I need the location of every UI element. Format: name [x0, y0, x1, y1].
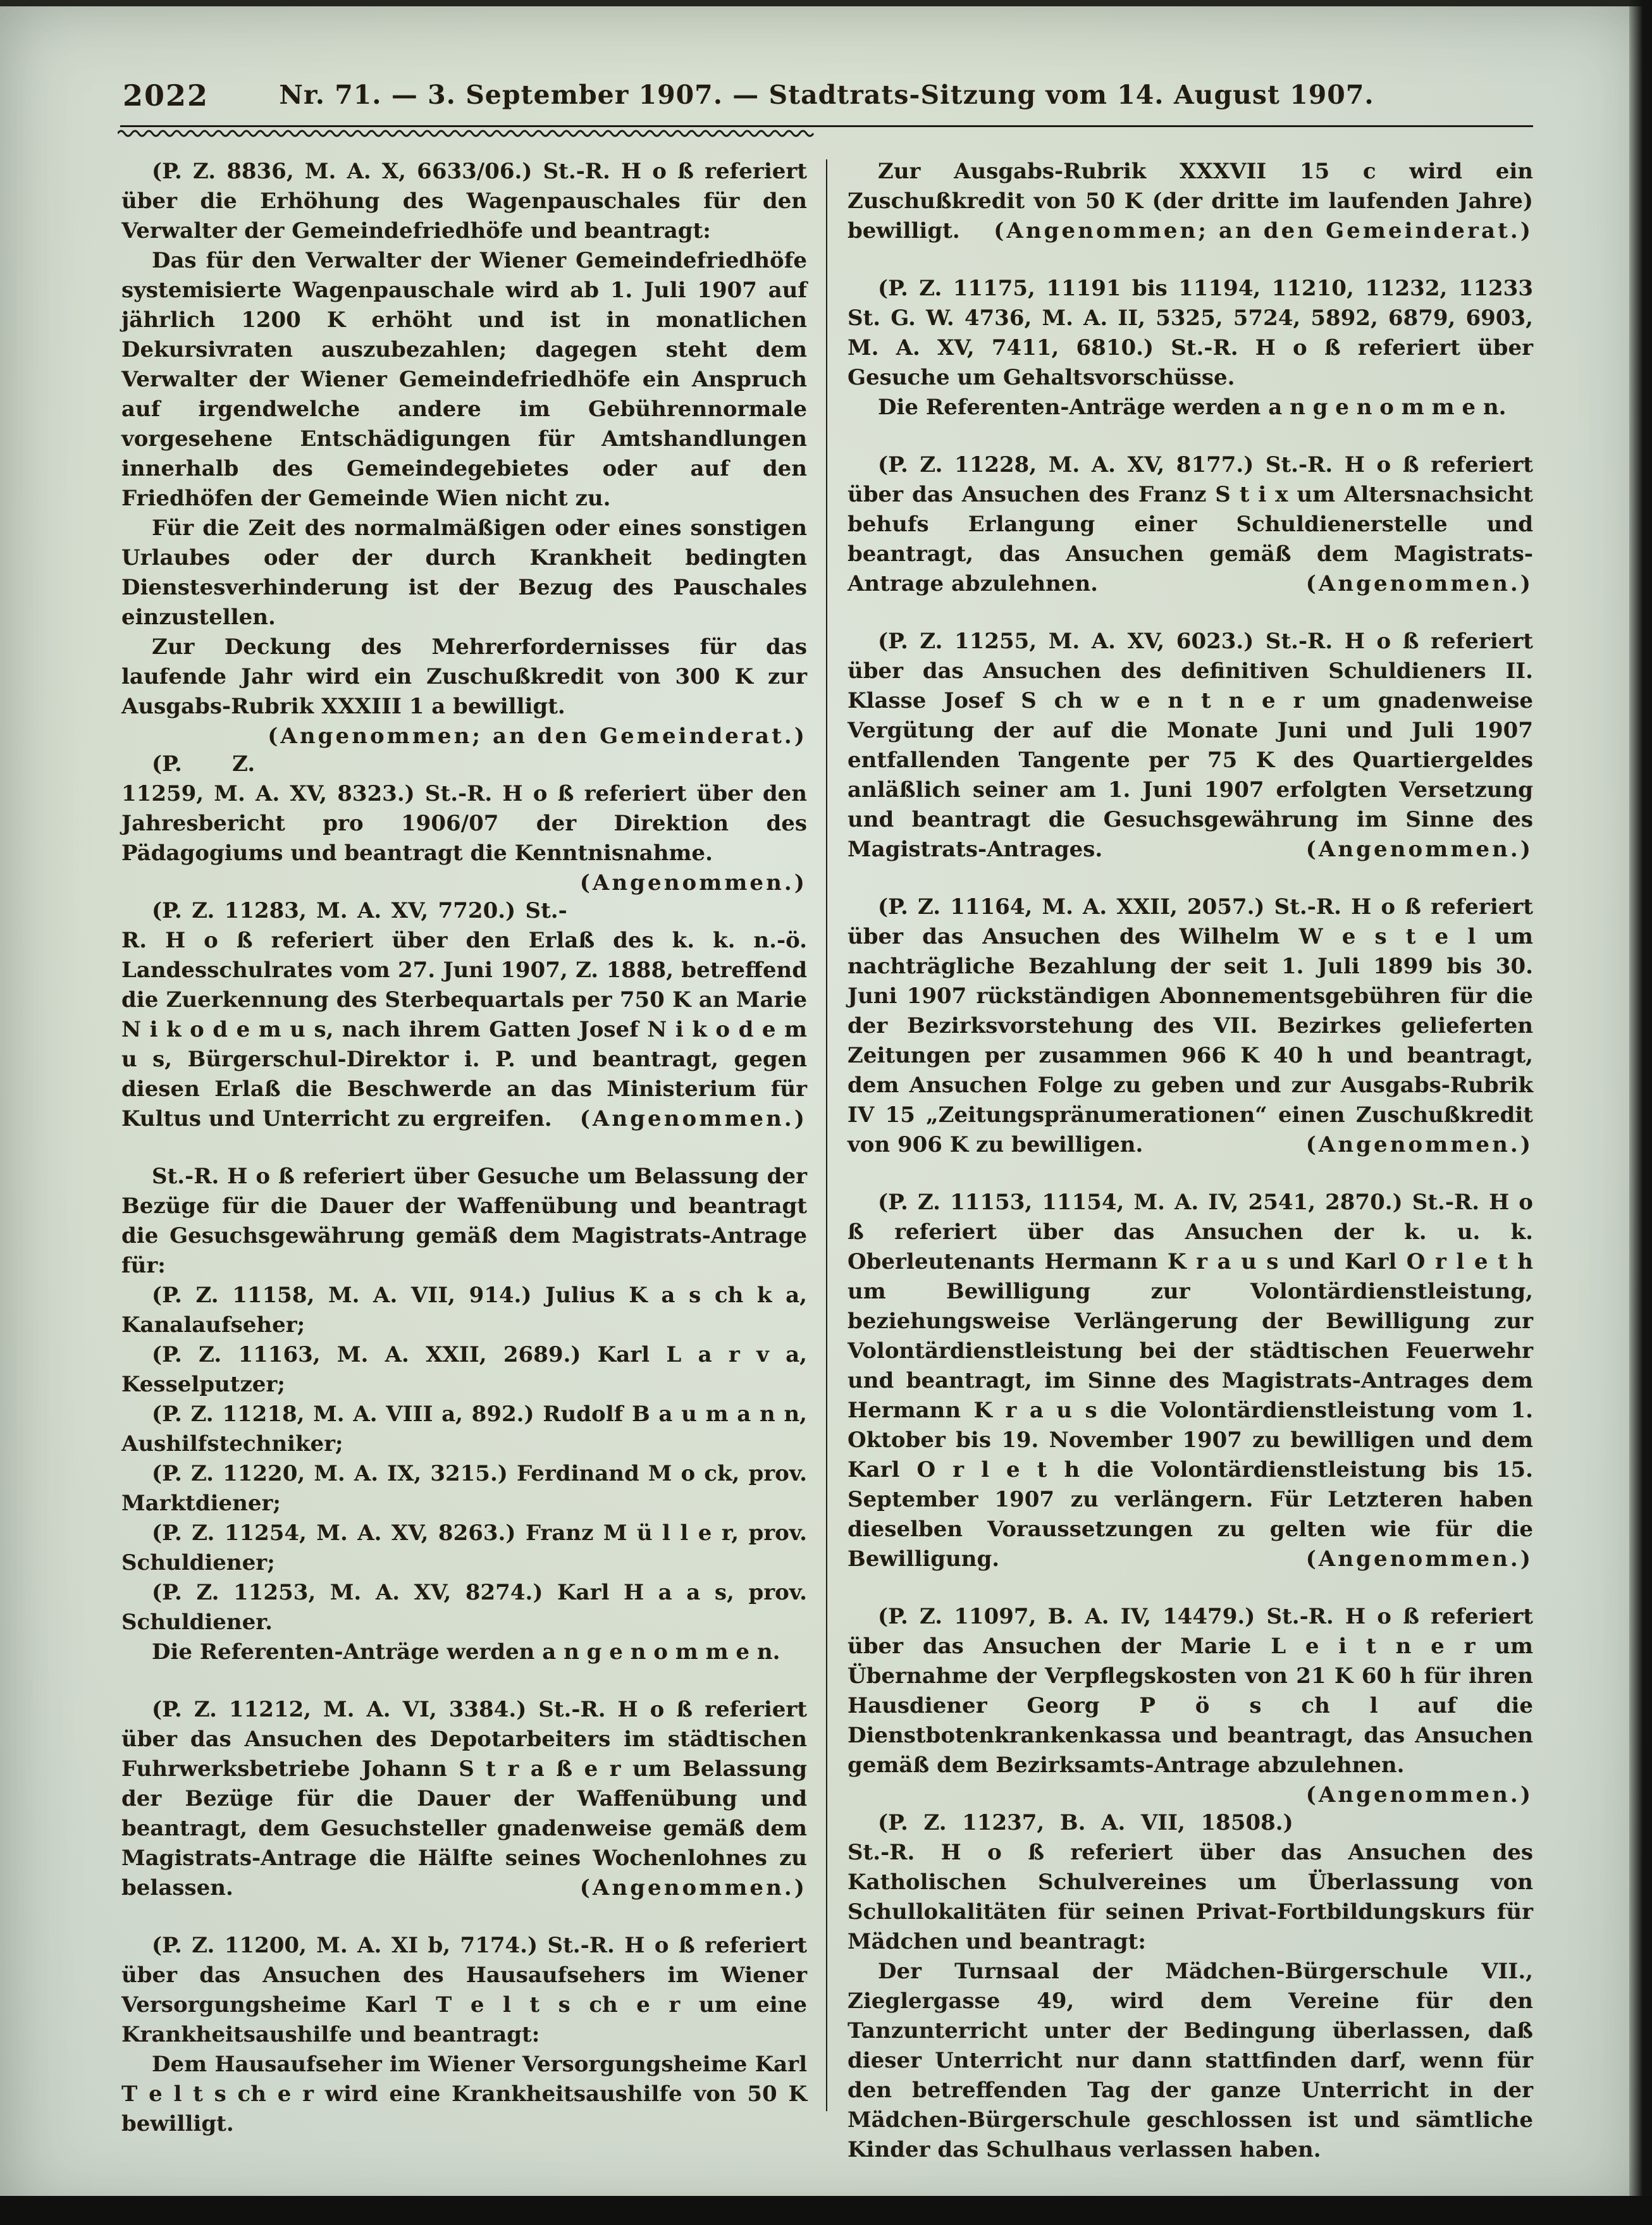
paragraph: (P. Z. 11163, M. A. XXII, 2689.) Karl L a r v a, Kesselputzer; — [121, 1342, 807, 1397]
paragraph: (P. Z. 8836, M. A. X, 6633/06.) St.-R. H o ß referiert über die Erhöhung des Wagenpauschales für den Verwalter der Gemeindefriedhöfe und beantragt: — [121, 159, 807, 243]
paragraph: (P. Z. 11254, M. A. XV, 8263.) Franz M ü l l e r, prov. Schuldiener; — [121, 1520, 807, 1575]
left-column — [121, 157, 807, 2143]
paragraph: (P. Z. 11175, 11191 bis 11194, 11210, 11232, 11233 St. G. W. 4736, M. A. II, 5325, 5724, 5892, 6879, 6903, M. A. XV, 7411, 6810.) St.-R. H o ß referiert über Gesuche um Gehaltsvorschüsse. — [848, 276, 1533, 390]
paragraph: (P. Z. 11200, M. A. XI b, 7174.) St.-R. H o ß referiert über das Ansuchen des Hausaufsehers im Wiener Versorgungsheime Karl T e l t s ch e r um eine Krankheitsaushilfe und beantragt: — [121, 1933, 807, 2047]
header-title: Nr. 71. — 3. September 1907. — Stadtrats-Sitzung vom 14. August 1907. — [279, 80, 1374, 110]
paragraph: Die Referenten-Anträge werden a n g e n o m m e n. — [878, 395, 1507, 420]
paragraph: (P. Z. 11097, B. A. IV, 14479.) St.-R. H o ß referiert über das Ansuchen der Marie L e i t n e r um Übernahme der Verpflegskosten von 21 K 60 h für ihren Hausdiener Georg P ö s ch l auf die Dienstbotenkrankenkassa und beantragt, das Ansuchen gemäß dem Bezirksamts-Antrage abzulehnen. (Angenommen.) — [848, 1602, 1533, 1780]
paragraph: (P. Z. 11218, M. A. VIII a, 892.) Rudolf B a u m a n n, Aushilfstechniker; — [121, 1402, 807, 1457]
page-header — [121, 75, 1532, 115]
paragraph: (P. Z. 11153, 11154, M. A. IV, 2541, 2870.) St.-R. H o ß referiert über das Ansuchen der k. u. k. Oberleutenants Hermann K r a u s und Karl O r l e t h um Bewilligung zur Volontärdienstleistung, beziehungsweise Verlängerung der Bewilligung zur Volontärdienstleistung bei der städtischen Feuerwehr und beantragt, im Sinne des Magistrats-Antrages dem Hermann K r a u s die Volontärdienstleistung vom 1. Oktober bis 19. November 1907 zu bewilligen und dem Karl O r l e t h die Volontärdienstleistung bis 15. September 1907 zu verlängern. Für Letzteren haben dieselben Voraussetzungen zu gelten wie für die Bewilligung. (Angenommen.) — [848, 1188, 1533, 1574]
resolution-tag: (Angenommen; an den Gemeinderat.) — [994, 218, 1533, 243]
paragraph: Für die Zeit des normalmäßigen oder eines sonstigen Urlaubes oder der durch Krankheit bedingten Dienstesverhinderung ist der Bezug des Pauschales einzustellen. — [121, 515, 807, 630]
decorative-squiggle — [118, 127, 817, 140]
resolution-tag: (Angenommen.) — [1305, 837, 1533, 862]
scan-edge-top — [0, 0, 1652, 6]
paragraph: Der Turnsaal der Mädchen-Bürgerschule VII., Zieglergasse 49, wird dem Vereine für den Tanzunterricht unter der Bedingung überlassen, daß dieser Unterricht nur dann stattfinden darf, wenn für den betreffenden Tag der ganze Unterricht in der Mädchen-Bürgerschule geschlossen ist und sämtliche Kinder das Schulhaus verlassen haben. — [848, 1959, 1533, 2162]
squiggle-path — [118, 131, 813, 136]
resolution-tag: (Angenommen.) — [1305, 1132, 1533, 1157]
resolution-tag: (Angenommen.) — [579, 1875, 807, 1901]
paragraph: (P. Z. 11259, M. A. XV, 8323.) St.-R. H o ß referiert über den Jahresbericht pro 1906/07 der Direktion des Pädagogiums und beantragt die Kenntnisnahme. (Angenommen.) — [121, 749, 807, 868]
paragraph: Zur Deckung des Mehrerfordernisses für das laufende Jahr wird ein Zuschußkredit von 300 K zur Ausgabs-Rubrik XXXIII 1 a bewilligt. (Angenommen; an den Gemeinderat.) — [121, 632, 807, 722]
paragraph: (P. Z. 11228, M. A. XV, 8177.) St.-R. H o ß referiert über das Ansuchen des Franz S t i x um Altersnachsicht behufs Erlangung einer Schuldienerstelle und beantragt, das Ansuchen gemäß dem Magistrats-Antrage abzulehnen. (Angenommen.) — [848, 450, 1533, 599]
paragraph: (P. Z. 11164, M. A. XXII, 2057.) St.-R. H o ß referiert über das Ansuchen des Wilhelm W e s t e l um nachträgliche Bezahlung der seit 1. Juli 1899 bis 30. Juni 1907 rückständigen Abonnementsgebühren für die der Bezirksvorstehung des VII. Bezirkes gelieferten Zeitungen per zusammen 966 K 40 h und beantragt, dem Ansuchen Folge zu geben und zur Ausgabs-Rubrik IV 15 „Zeitungspränumerationen“ einen Zuschußkredit von 906 K zu bewilligen. (Angenommen.) — [848, 892, 1533, 1160]
resolution-tag: (Angenommen.) — [1305, 1782, 1533, 1808]
resolution-tag: (Angenommen.) — [1305, 1546, 1533, 1572]
paragraph: (P. Z. 11283, M. A. XV, 7720.) St.-R. H o ß referiert über den Erlaß des k. k. n.-ö. Landesschulrates vom 27. Juni 1907, Z. 1888, betreffend die Zuerkennung des Sterbequartals per 750 K an Marie N i k o d e m u s, nach ihrem Gatten Josef N i k o d e m u s, Bürgerschul-Direktor i. P. und beantragt, gegen diesen Erlaß die Beschwerde an das Ministerium für Kultus und Unterricht zu ergreifen. (Angenommen.) — [121, 896, 807, 1134]
paragraph: (P. Z. 11158, M. A. VII, 914.) Julius K a s ch k a, Kanalaufseher; — [121, 1283, 807, 1338]
paragraph: (P. Z. 11220, M. A. IX, 3215.) Ferdinand M o ck, prov. Marktdiener; — [121, 1461, 807, 1516]
resolution-tag: (Angenommen.) — [579, 870, 807, 896]
paragraph: St.-R. H o ß referiert über Gesuche um Belassung der Bezüge für die Dauer der Waffenübung und beantragt die Gesuchsgewährung gemäß dem Magistrats-Antrage für: — [121, 1164, 807, 1278]
paragraph: (P. Z. 11255, M. A. XV, 6023.) St.-R. H o ß referiert über das Ansuchen des definitiven Schuldieners II. Klasse Josef S ch w e n t n e r um gnadenweise Vergütung der auf die Monate Juni und Juli 1907 entfallenden Tangente per 75 K des Quartiergeldes anläßlich seiner am 1. Juni 1907 erfolgten Versetzung und beantragt die Gesuchsgewährung im Sinne des Magistrats-Antrages. (Angenommen.) — [848, 627, 1533, 865]
paragraph: (P. Z. 11253, M. A. XV, 8274.) Karl H a a s, prov. Schuldiener. — [121, 1580, 807, 1635]
paragraph: Das für den Verwalter der Wiener Gemeindefriedhöfe systemisierte Wagenpauschale wird ab 1. Juli 1907 auf jährlich 1200 K erhöht und ist in monatlichen Dekursivraten auszubezahlen; dagegen steht dem Verwalter der Wiener Gemeindefriedhöfe ein Anspruch auf irgendwelche andere im Gebührennormale vorgesehene Entschädigungen für Amtshandlungen innerhalb des Gemeindegebietes oder auf den Friedhöfen der Gemeinde Wien nicht zu. — [121, 248, 807, 511]
right-column — [848, 157, 1533, 2162]
resolution-tag: (Angenommen; an den Gemeinderat.) — [268, 724, 807, 749]
resolution-tag: (Angenommen.) — [1305, 571, 1533, 596]
text-columns — [121, 157, 1533, 2162]
paragraph: Zur Ausgabs-Rubrik XXXVII 15 c wird ein Zuschußkredit von 50 K (der dritte im laufenden Jahre) bewilligt. (Angenommen; an den Gemeinderat.) — [848, 157, 1533, 246]
scan-edge-bottom — [0, 2196, 1652, 2225]
paragraph: (P. Z. 11237, B. A. VII, 18508.) St.-R. H o ß referiert über das Ansuchen des Katholischen Schulvereines um Überlassung von Schullokalitäten für seinen Privat-Fortbildungskurs für Mädchen und beantragt: — [848, 1810, 1533, 1954]
paragraph: Die Referenten-Anträge werden a n g e n o m m e n. — [152, 1639, 780, 1665]
resolution-tag: (Angenommen.) — [579, 1106, 807, 1131]
page-number: 2022 — [123, 78, 209, 113]
paragraph: Dem Hausaufseher im Wiener Versorgungsheime Karl T e l t s ch e r wird eine Krankheitsaushilfe von 50 K bewilligt. — [121, 2052, 807, 2136]
paragraph: (P. Z. 11212, M. A. VI, 3384.) St.-R. H o ß referiert über das Ansuchen des Depotarbeiters im städtischen Fuhrwerksbetriebe Johann S t r a ß e r um Belassung der Bezüge für die Dauer der Waffenübung und beantragt, dem Gesuchsteller gnadenweise gemäß dem Magistrats-Antrage die Hälfte seines Wochenlohnes zu belassen. (Angenommen.) — [121, 1695, 807, 1903]
scan-edge-right — [1629, 0, 1652, 2225]
